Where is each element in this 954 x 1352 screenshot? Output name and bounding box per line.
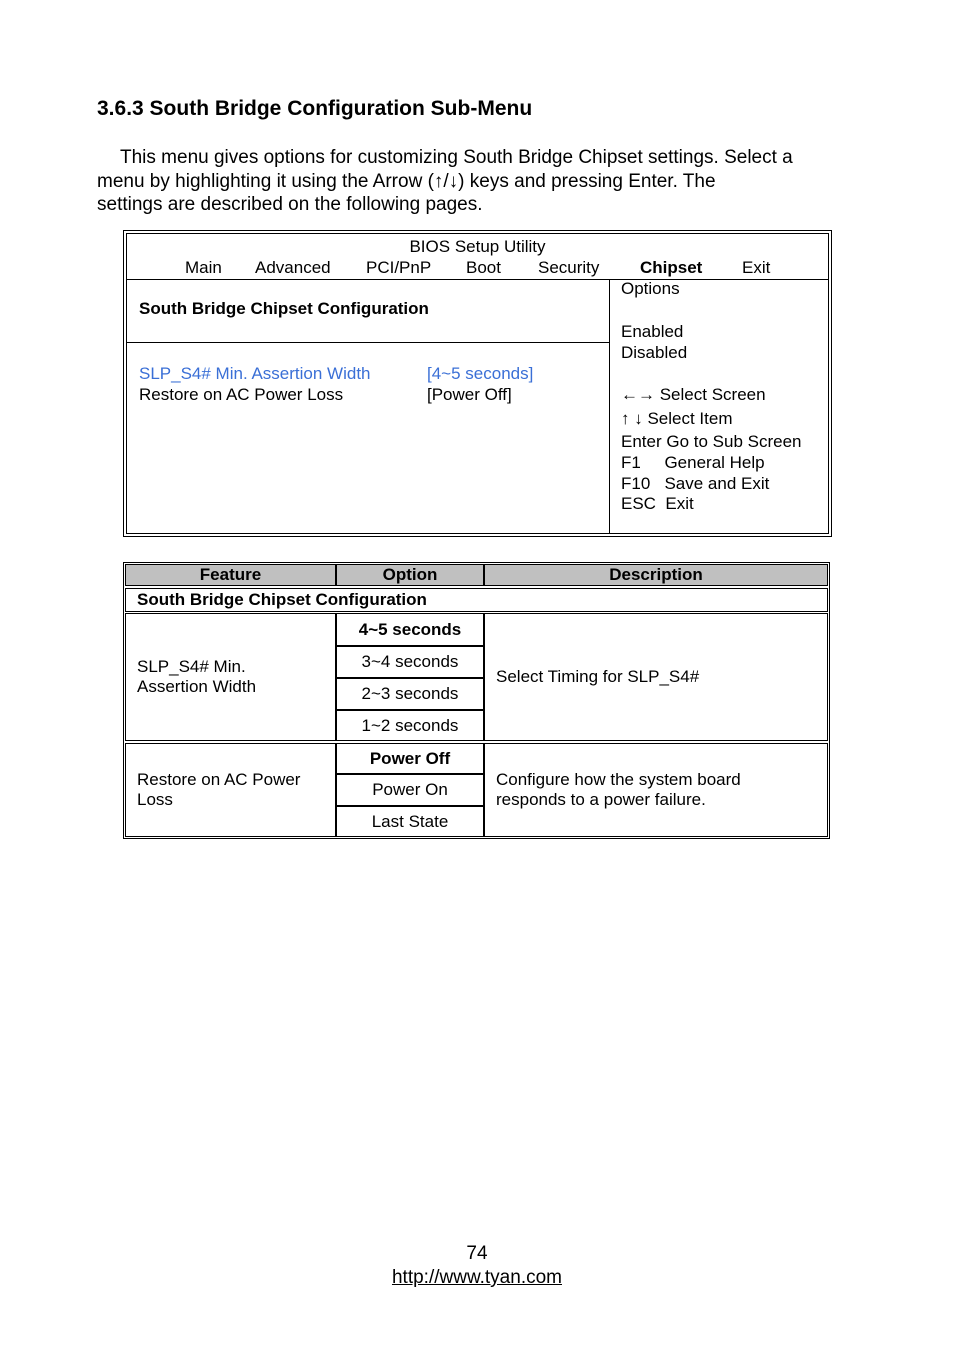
section-divider	[127, 342, 609, 343]
header-description: Description	[484, 564, 828, 586]
bios-menu-boot[interactable]: Boot	[466, 258, 501, 277]
help-select-screen: ←→ Select Screen	[621, 385, 766, 404]
intro-line-1: This menu gives options for customizing South Bridge Chipset settings. Select a	[120, 147, 793, 168]
bios-menu-pcipnp[interactable]: PCI/PnP	[366, 258, 432, 277]
row-restore-ac-feature: Restore on AC Power Loss	[125, 743, 336, 837]
menu-divider	[127, 279, 828, 280]
option-disabled[interactable]: Disabled	[621, 343, 688, 362]
row-slp-s4-option-3: 2~3 seconds	[336, 678, 484, 710]
intro-paragraph	[97, 146, 857, 217]
bios-menu-advanced[interactable]: Advanced	[255, 258, 331, 277]
row-slp-s4-feature: SLP_S4# Min. Assertion Width	[125, 613, 336, 741]
row-restore-ac-option-2: Power On	[336, 774, 484, 806]
setting-restore-ac-name[interactable]: Restore on AC Power Loss	[139, 385, 344, 404]
bios-menu-security[interactable]: Security	[538, 258, 600, 277]
bios-menu-main[interactable]: Main	[185, 258, 222, 277]
row-slp-s4-option-4: 1~2 seconds	[336, 710, 484, 741]
section-heading: 3.6.3 South Bridge Configuration Sub-Menu	[97, 97, 533, 120]
help-enter-sub-screen: Enter Go to Sub Screen	[621, 432, 802, 451]
setting-slp-s4-name[interactable]: SLP_S4# Min. Assertion Width	[139, 364, 371, 383]
intro-line-3: settings are described on the following pages.	[97, 194, 483, 215]
help-panel-divider	[609, 279, 610, 533]
help-select-item: ↑ ↓ Select Item	[621, 409, 733, 428]
intro-line-2: menu by highlighting it using the Arrow (↑/↓) keys and pressing Enter. The	[97, 170, 716, 192]
row-restore-ac-option-1: Power Off	[336, 743, 484, 774]
footer-url-link[interactable]: http://www.tyan.com	[391, 1267, 562, 1288]
bios-screen-inner	[126, 233, 829, 534]
setting-restore-ac-value[interactable]: [Power Off]	[427, 385, 512, 404]
setting-slp-s4-value[interactable]: [4~5 seconds]	[427, 364, 534, 383]
bios-section-title: South Bridge Chipset Configuration	[139, 299, 429, 318]
table-section-row: South Bridge Chipset Configuration	[125, 588, 828, 612]
options-label: Options	[621, 279, 680, 298]
help-f1: F1 General Help	[621, 453, 765, 472]
bios-menu-exit[interactable]: Exit	[742, 258, 771, 277]
page-number: 74	[466, 1243, 488, 1264]
row-slp-s4-description: Select Timing for SLP_S4#	[484, 613, 828, 741]
row-restore-ac-description: Configure how the system board responds to a power failure.	[484, 743, 828, 837]
feature-table	[123, 562, 830, 839]
help-esc: ESC Exit	[621, 494, 694, 513]
header-feature: Feature	[125, 564, 336, 586]
bios-menu-chipset[interactable]: Chipset	[640, 258, 703, 277]
row-slp-s4-option-2: 3~4 seconds	[336, 646, 484, 678]
bios-screen	[123, 230, 832, 537]
option-enabled[interactable]: Enabled	[621, 322, 684, 341]
bios-title: BIOS Setup Utility	[409, 237, 546, 256]
row-restore-ac-option-3: Last State	[336, 806, 484, 837]
footer-url-wrap	[0, 1267, 954, 1289]
row-slp-s4-option-1: 4~5 seconds	[336, 613, 484, 646]
header-option: Option	[336, 564, 484, 586]
help-f10: F10 Save and Exit	[621, 474, 770, 493]
